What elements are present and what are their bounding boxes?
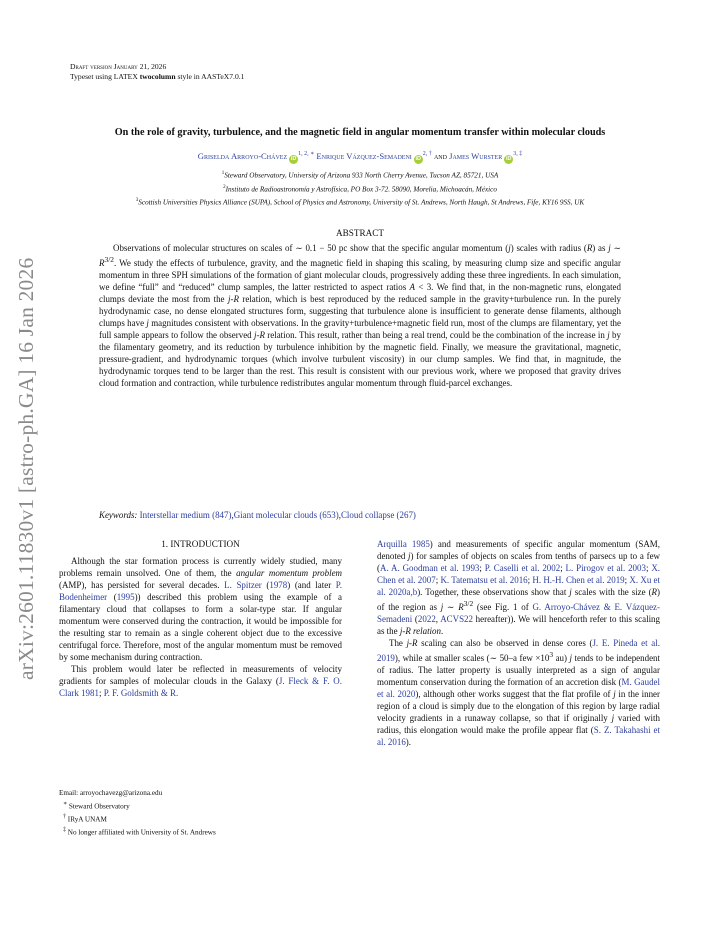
affiliation-2: $^2$Instituto de Radioastronomía y Astrofísica, PO Box 3-72. 58090, Morelia, Michoacán, México — [223, 185, 497, 194]
author-link-1[interactable]: Griselda Arroyo-Chávez — [197, 150, 288, 161]
orcid-icon[interactable]: iD — [415, 155, 422, 162]
keyword-link[interactable]: Cloud collapse (267) — [340, 510, 416, 520]
left-column — [59, 538, 342, 699]
body-paragraph: This problem would later be reflected in measurements of velocity gradients for samples of molecular clouds in the Galaxy (J. Fleck & F. O. Clark 1981; P. F. Goldsmith & R. — [59, 664, 342, 699]
orcid-icon[interactable]: iD — [290, 155, 297, 162]
body-paragraph: Arquilla 1985) and measurements of specific angular momentum (SAM, denoted j) for samples of objects on scales from tenths of parsecs up to a few (A. A. Goodman et al. 1993; P. Caselli et al. 2002; L. Pirogov et al. 2003; X. Chen et al. 2007; K. Tatematsu et al. 2016; H. H.-H. Chen et al. 2019; X. Xu et al. 2020a,b). Together, these observations show that j scales with the size (R) of the region as j ∼ $R^{3/2}$ (see Fig. 1 of G. Arroyo-Chávez & E. Vázquez-Semadeni (2022, ACVS22 hereafter)). We will henceforth refer to this scaling as the j-R relation. — [377, 539, 661, 637]
keyword-link[interactable]: Giant molecular clouds (653) — [233, 510, 339, 520]
footnote-item: ∗ Steward Observatory — [63, 800, 130, 811]
abstract-heading: ABSTRACT — [336, 228, 384, 238]
footnote-item: † IRyA UNAM — [63, 813, 107, 824]
keywords-line: Keywords: Interstellar medium (847),Giant molecular clouds (653),Cloud collapse (267) — [99, 510, 416, 520]
footnotes — [59, 788, 342, 838]
author-list: Griselda Arroyo-Chávez $iD^{1, 2, ∗}$ Enrique Vázquez-Semadeni $iD^{2, \dagger}$ and James Wurster $iD^{3, \ddagger}$ — [197, 150, 523, 162]
typeset-line: Typeset using LATEX twocolumn style in AASTeX7.0.1 — [70, 72, 245, 81]
affiliation-3: $^3$Scottish Universities Physics Alliance (SUPA), School of Physics and Astronomy, University of St. Andrews, North Haugh, St Andrews, Fife, KY16 9SS, UK — [135, 198, 585, 207]
body-paragraph: Although the star formation process is currently widely studied, many problems remain unsolved. One of them, the angular momentum problem (AMP), has persisted for several decades. L. Spitzer (1978) (and later P. Bodenheimer (1995)) described this problem using the example of a filamentary cloud that collapses to form a solar-type star. If angular momentum were conserved during the contraction, it would be impossible for the resulting star to remain as a single coherent object due to the excessive centrifugal force. Therefore, most of the angular momentum must be removed by some mechanism during contraction. — [59, 556, 343, 663]
author-link-2[interactable]: Enrique Vázquez-Semadeni — [316, 150, 412, 161]
body-paragraph: The j-R scaling can also be observed in dense cores (J. E. Pineda et al. 2019), while at smaller scales (∼ 50–a few $\times 10^3$ au) j tends to be independent of radius. The latter property is usually interpreted as a sign of angular momentum conservation during the formation of an accretion disk (M. Gaudel et al. 2020), although other works suggest that the flat profile of j in the inner region of a cloud is simply due to the elongation of this region by large radial velocity gradients in a runaway collapse, so that if originally j varied with radius, this elongation would make the profile appear flat (S. Z. Takahashi et al. 2016). — [377, 638, 661, 748]
draft-header — [70, 62, 244, 82]
affiliation-1: $^1$Steward Observatory, University of Arizona 933 North Cherry Avenue, Tucson AZ, 85721, USA — [221, 171, 499, 180]
draft-version-line: Draft version January 21, 2026 — [70, 62, 167, 71]
section-heading: 1. INTRODUCTION — [161, 539, 240, 549]
footnote-item: ‡ No longer affiliated with University of St. Andrews — [63, 827, 216, 837]
abstract-body: Observations of molecular structures on scales of ∼ 0.1 − 50 pc show that the specific angular momentum (j) scales with radius (R) as j ∼ $R^{3/2}$. We study the effects of turbulence, gravity, and the magnetic field in shaping this scaling, by measuring clump size and specific angular momentum in three SPH simulations of the formation of giant molecular clouds, progressively adding these three ingredients. In each simulation, we define “full” and “reduced” clump samples, the latter restricted to aspect ratios A < 3. We find that, in the non-magnetic runs, elongated clumps deviate the most from the j-R relation, which is best reproduced by the reduced sample in the gravity+turbulence run. In the purely hydrodynamic case, no dense elongated structures form, suggesting that turbulence alone is insufficient to generate dense filaments, although clumps have j magnitudes consistent with observations. In the gravity+turbulence+magnetic field run, most of the clumps are filamentary, yet the full sample appears to follow the observed j-R relation. This result, rather than being a real trend, could be the combination of the increase in j by the filamentary geometry, and its reduction by turbulence inhibition by the magnetic field. Finally, we measure the gravitational, magnetic, pressure-gradient, and hydrodynamic torques (which involve turbulent viscosity) in our clump samples. We find that, in magnitude, the hydrodynamic torques tend to be larger than the rest. This result is consistent with our previous work, where we proposed that gravity drives cloud formation and contraction, while turbulence redistributes angular momentum through fluid-parcel exchanges. — [99, 243, 621, 389]
keyword-link[interactable]: Interstellar medium (847) — [139, 510, 232, 520]
arxiv-identifier-stamp: arXiv:2601.11830v1 [astro-ph.GA] 16 Jan 2026 — [14, 257, 38, 680]
right-column — [377, 538, 660, 748]
orcid-icon[interactable]: iD — [505, 155, 512, 162]
author-link-3[interactable]: James Wurster — [449, 150, 503, 161]
email-footnote[interactable]: Email: arroyochavezg@arizona.edu — [59, 789, 163, 797]
paper-title: On the role of gravity, turbulence, and the magnetic field in angular momentum transfer within molecular clouds — [114, 127, 606, 138]
